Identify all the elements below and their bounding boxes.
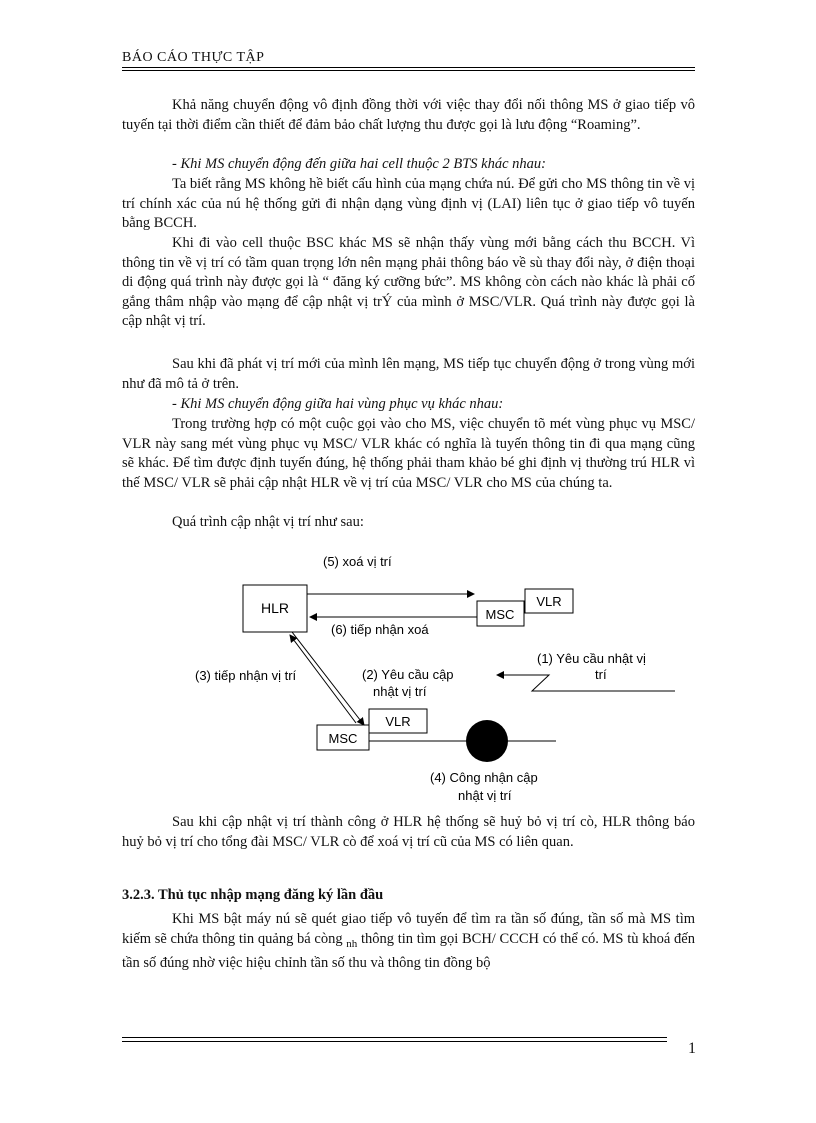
paragraph-roaming: Khả năng chuyển động vô định đồng thời với việc thay đổi nối thông MS ở giao tiếp vô tuyến tại thời điểm cần thiết để đảm bảo chất lượng thu được gọi là lưu động “Roaming”. (122, 97, 695, 133)
header-rule-2 (122, 70, 695, 71)
label-2b: nhật vị trí (373, 684, 427, 699)
label-2a: (2) Yêu cầu cập (362, 667, 454, 682)
page-number: 1 (688, 1040, 696, 1057)
mobile-station-dot (466, 720, 508, 762)
report-header: BÁO CÁO THỰC TẬP (122, 50, 265, 65)
label-3: (3) tiếp nhận vị trí (195, 668, 297, 683)
label-5: (5) xoá vị trí (323, 554, 392, 569)
footer-rule-2 (122, 1041, 667, 1042)
paragraph-cancel: Sau khi cập nhật vị trí thành công ở HLR hệ thống sẽ huỷ bỏ vị trí cò, HLR thông báo huỷ bỏ vị trí cho tổng đài MSC/ VLR cò để xoá vị trí cũ của MS có liên quan. (122, 814, 695, 850)
arrow-2 (290, 635, 356, 723)
arrow-3 (292, 632, 364, 725)
label-1b: trí (595, 667, 607, 682)
section-heading: 3.2.3. Thủ tục nhập mạng đăng ký lần đầu (122, 887, 384, 903)
label-6: (6) tiếp nhận xoá (331, 622, 429, 637)
label-4a: (4) Công nhận cập (430, 770, 538, 785)
subheading-cells: - Khi MS chuyển động đến giữa hai cell thuộc 2 BTS khác nhau: (172, 156, 546, 172)
arrow-1 (497, 675, 675, 691)
paragraph-routing: Trong trường hợp có một cuộc gọi vào cho MS, việc chuyển tõ mét vùng phục vụ MSC/ VLR này sang mét vùng phục vụ MSC/ VLR khác có nghĩa là tuyến thông tin đi qua mạng cũng sẽ khác. Để tìm được định tuyến đúng, hệ thống phải tham khảo bé ghi định vị thường trú HLR vì thế MSC/ VLR sẽ phải cập nhật HLR về vị trí của MSC/ VLR cho MS của chúng ta. (122, 416, 695, 491)
paragraph-lai: Ta biết rằng MS không hề biết cấu hình của mạng chứa nú. Để gửi cho MS thông tin về vị trí chính xác của nú hệ thống gửi đi nhận dạng vùng định vị (LAI) liên tục ở giao tiếp vô tuyến bằng BCCH. (122, 176, 695, 232)
subheading-service-areas: - Khi MS chuyển động giữa hai vùng phục vụ khác nhau: (172, 396, 504, 412)
vlr-bottom-label: VLR (385, 714, 411, 729)
label-4b: nhật vị trí (458, 788, 512, 803)
paragraph-attach: Khi MS bật máy nú sẽ quét giao tiếp vô tuyến để tìm ra tần số đúng, tần số mà MS tìm kiếm sẽ chứa thông tin quảng bá còng $_{nh}$ thông tin tìm gọi BCH/ CCCH có thể có. MS tù khoá đến tần số đúng nhờ việc hiệu chỉnh tần số thu và thông tin đồng bộ (122, 911, 695, 972)
msc-top-label: MSC (485, 607, 515, 622)
vlr-top-label: VLR (536, 594, 562, 609)
msc-bottom-label: MSC (328, 731, 358, 746)
paragraph-bsc: Khi đi vào cell thuộc BSC khác MS sẽ nhận thấy vùng mới bằng cách thu BCCH. Vì thông tin về vị trí có tầm quan trọng lớn nên mạng phải thông báo về sù thay đổi này, ở điện thoại di động quá trình này được gọi là “ đăng ký cưỡng bức”. MS không còn cách nào khác là phải cố gắng thâm nhập vào mạng để cập nhật vị trÝ của mình ở MSC/VLR. Quá trình này được gọi là cập nhật vị trí. (122, 235, 695, 330)
label-1a: (1) Yêu cầu nhật vị (537, 651, 646, 666)
footer-rule (122, 1037, 667, 1038)
paragraph-after: Sau khi đã phát vị trí mới của mình lên mạng, MS tiếp tục chuyển động ở trong vùng mới như đã mô tả ở trên. (122, 356, 695, 392)
header-rule (122, 67, 695, 68)
paragraph-process-intro: Quá trình cập nhật vị trí như sau: (172, 514, 364, 530)
location-update-diagram (0, 545, 816, 825)
hlr-label: HLR (260, 600, 290, 616)
